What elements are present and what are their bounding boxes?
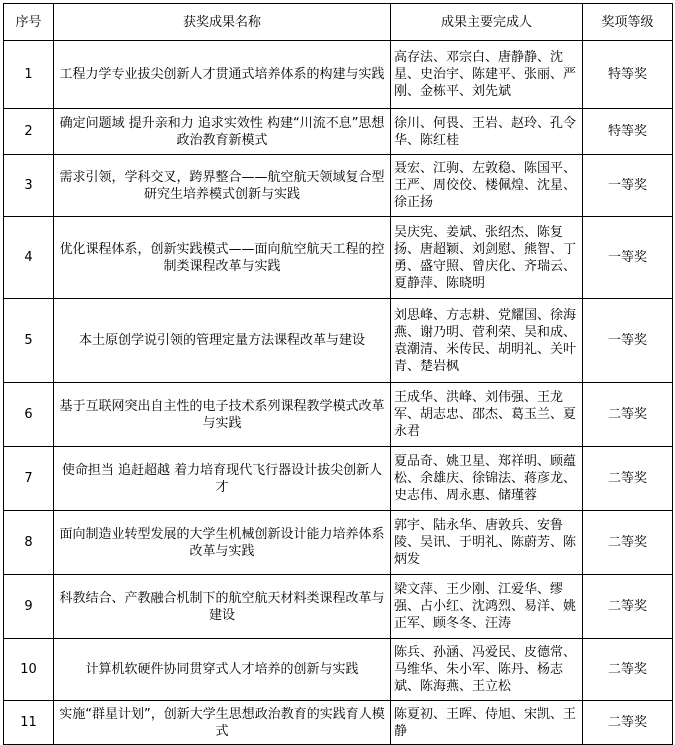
award-title: 工程力学专业拔尖创新人才贯通式培养体系的构建与实践 [54, 41, 391, 109]
table-row [4, 575, 673, 639]
table-row [4, 109, 673, 155]
row-number: 2 [4, 109, 54, 155]
row-number: 9 [4, 575, 54, 639]
award-level: 二等奖 [583, 639, 673, 701]
header-row [4, 4, 673, 41]
table-row [4, 217, 673, 299]
awards-table [3, 3, 673, 745]
award-level: 二等奖 [583, 575, 673, 639]
award-level: 二等奖 [583, 511, 673, 575]
award-level: 特等奖 [583, 41, 673, 109]
award-title: 计算机软硬件协同贯穿式人才培养的创新与实践 [54, 639, 391, 701]
row-number: 8 [4, 511, 54, 575]
header-no: 序号 [4, 4, 54, 41]
award-level: 二等奖 [583, 701, 673, 745]
row-number: 6 [4, 383, 54, 447]
award-level: 特等奖 [583, 109, 673, 155]
award-title: 优化课程体系，创新实践模式——面向航空航天工程的控制类课程改革与实践 [54, 217, 391, 299]
award-level: 一等奖 [583, 299, 673, 383]
award-people: 聂宏、江驹、左敦稳、陈国平、王严、周佼佼、楼佩煌、沈星、徐正扬 [391, 155, 583, 217]
table-row [4, 155, 673, 217]
award-title: 面向制造业转型发展的大学生机械创新设计能力培养体系改革与实践 [54, 511, 391, 575]
row-number: 11 [4, 701, 54, 745]
award-people: 刘思峰、方志耕、党耀国、徐海燕、谢乃明、菅利荣、吴和成、袁潮清、米传民、胡明礼、关叶青、楚岩枫 [391, 299, 583, 383]
award-level: 二等奖 [583, 383, 673, 447]
award-people: 徐川、何畏、王岩、赵玲、孔令华、陈红桂 [391, 109, 583, 155]
award-level: 一等奖 [583, 155, 673, 217]
award-title: 使命担当 追赶超越 着力培育现代飞行器设计拔尖创新人才 [54, 447, 391, 511]
award-title: 科教结合、产教融合机制下的航空航天材料类课程改革与建设 [54, 575, 391, 639]
header-people: 成果主要完成人 [391, 4, 583, 41]
row-number: 1 [4, 41, 54, 109]
award-people: 陈夏初、王晖、侍旭、宋凯、王静 [391, 701, 583, 745]
table-row [4, 447, 673, 511]
award-level: 一等奖 [583, 217, 673, 299]
header-title: 获奖成果名称 [54, 4, 391, 41]
award-title: 实施“群星计划”，创新大学生思想政治教育的实践育人模式 [54, 701, 391, 745]
row-number: 3 [4, 155, 54, 217]
award-people: 梁文萍、王少刚、江爱华、缪强、占小红、沈鸿烈、易洋、姚正军、顾冬冬、汪涛 [391, 575, 583, 639]
award-people: 吴庆宪、姜斌、张绍杰、陈复扬、唐超颖、刘剑慰、熊智、丁勇、盛守照、曾庆化、齐瑞云、夏静萍、陈晓明 [391, 217, 583, 299]
award-title: 本土原创学说引领的管理定量方法课程改革与建设 [54, 299, 391, 383]
row-number: 5 [4, 299, 54, 383]
award-title: 确定问题域 提升亲和力 追求实效性 构建“川流不息”思想政治教育新模式 [54, 109, 391, 155]
award-title: 基于互联网突出自主性的电子技术系列课程教学模式改革与实践 [54, 383, 391, 447]
award-people: 高存法、邓宗白、唐静静、沈星、史治宇、陈建平、张丽、严刚、金栋平、刘先斌 [391, 41, 583, 109]
award-level: 二等奖 [583, 447, 673, 511]
award-people: 陈兵、孙涵、冯爱民、皮德常、马维华、朱小军、陈丹、杨志斌、陈海燕、王立松 [391, 639, 583, 701]
award-people: 郭宇、陆永华、唐敦兵、安鲁陵、吴讯、于明礼、陈蔚芳、陈炳发 [391, 511, 583, 575]
row-number: 10 [4, 639, 54, 701]
award-people: 王成华、洪峰、刘伟强、王龙军、胡志忠、邵杰、葛玉兰、夏永君 [391, 383, 583, 447]
header-level: 奖项等级 [583, 4, 673, 41]
row-number: 7 [4, 447, 54, 511]
table-row [4, 639, 673, 701]
row-number: 4 [4, 217, 54, 299]
table-row [4, 299, 673, 383]
award-people: 夏品奇、姚卫星、郑祥明、顾蕴松、余雄庆、徐锦法、蒋彦龙、史志伟、周永惠、储瑾蓉 [391, 447, 583, 511]
table-row [4, 383, 673, 447]
table-row [4, 701, 673, 745]
table-row [4, 41, 673, 109]
award-title: 需求引领，学科交叉，跨界整合——航空航天领域复合型研究生培养模式创新与实践 [54, 155, 391, 217]
table-row [4, 511, 673, 575]
